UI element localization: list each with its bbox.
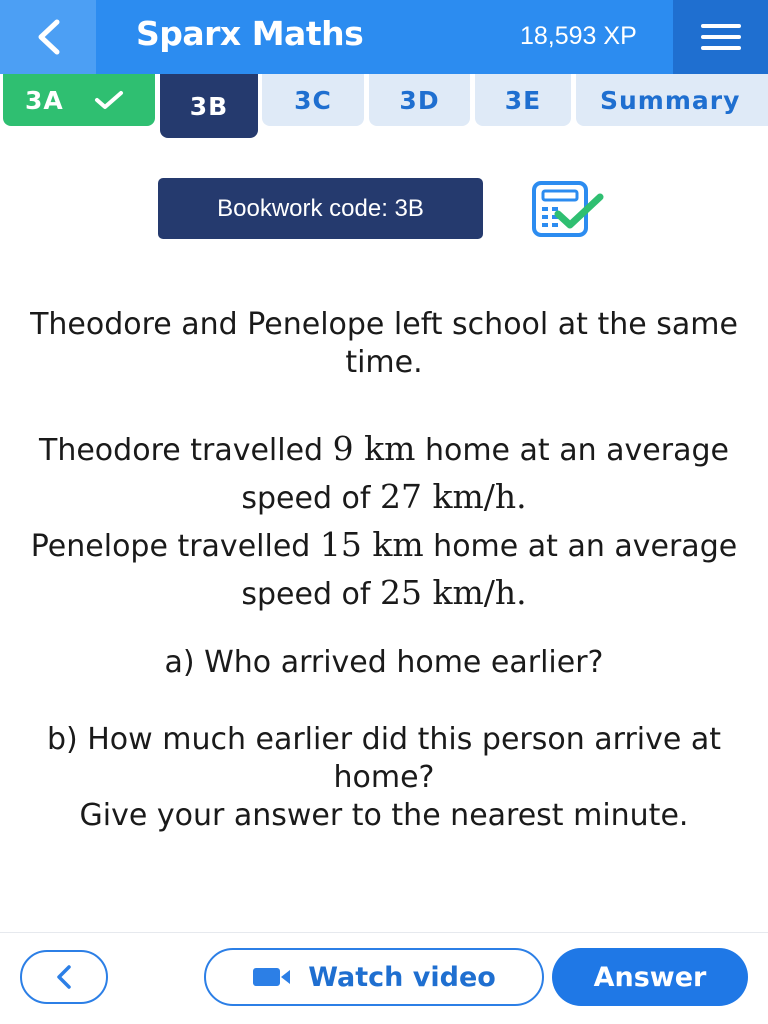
tab-label: 3A xyxy=(25,85,64,115)
part-b-hint: Give your answer to the nearest minute. xyxy=(79,798,689,833)
penelope-distance: 15 km xyxy=(319,525,424,564)
hamburger-menu-icon xyxy=(699,21,743,53)
calculator-check-icon[interactable] xyxy=(530,180,606,238)
theodore-statement: Theodore travelled 9 km home at an average speed of 27 km/h. xyxy=(39,429,729,516)
tab-3a[interactable] xyxy=(3,74,155,126)
tab-label: 3E xyxy=(504,85,542,115)
app-title: Sparx Maths xyxy=(136,14,364,53)
tab-label: Summary xyxy=(600,85,741,115)
chevron-left-icon xyxy=(33,18,63,56)
watch-video-button[interactable] xyxy=(204,948,544,1006)
back-button[interactable] xyxy=(0,0,96,74)
penelope-statement: Penelope travelled 15 km home at an average speed of 25 km/h. xyxy=(30,525,738,612)
video-camera-icon xyxy=(252,966,292,988)
xp-counter: 18,593 XP xyxy=(520,22,637,50)
tab-summary[interactable] xyxy=(576,74,768,126)
footer-divider xyxy=(0,932,768,933)
question-body xyxy=(0,426,768,618)
tab-label: 3D xyxy=(399,85,440,115)
part-b-text: b) How much earlier did this person arrive at home? xyxy=(46,722,722,795)
tab-3e[interactable] xyxy=(475,74,571,126)
check-icon xyxy=(94,89,124,111)
theodore-speed: 27 km/h xyxy=(379,477,517,516)
penelope-speed: 25 km/h xyxy=(379,573,517,612)
tab-3b[interactable] xyxy=(160,74,258,138)
watch-video-label: Watch video xyxy=(308,961,496,993)
tab-label: 3C xyxy=(294,85,332,115)
tab-label: 3B xyxy=(189,91,229,121)
question-intro: Theodore and Penelope left school at the same time. xyxy=(30,307,738,380)
answer-button[interactable]: Answer xyxy=(552,948,748,1006)
previous-button[interactable] xyxy=(20,950,108,1004)
theodore-distance: 9 km xyxy=(332,429,416,468)
menu-button[interactable] xyxy=(673,0,768,74)
tab-3c[interactable] xyxy=(262,74,364,126)
tab-3d[interactable] xyxy=(369,74,470,126)
question-part-b xyxy=(0,721,768,835)
bookwork-code-badge: Bookwork code: 3B xyxy=(158,178,483,239)
app-header xyxy=(0,0,768,74)
chevron-left-icon xyxy=(53,964,75,990)
question-part-a: a) Who arrived home earlier? xyxy=(164,645,604,680)
